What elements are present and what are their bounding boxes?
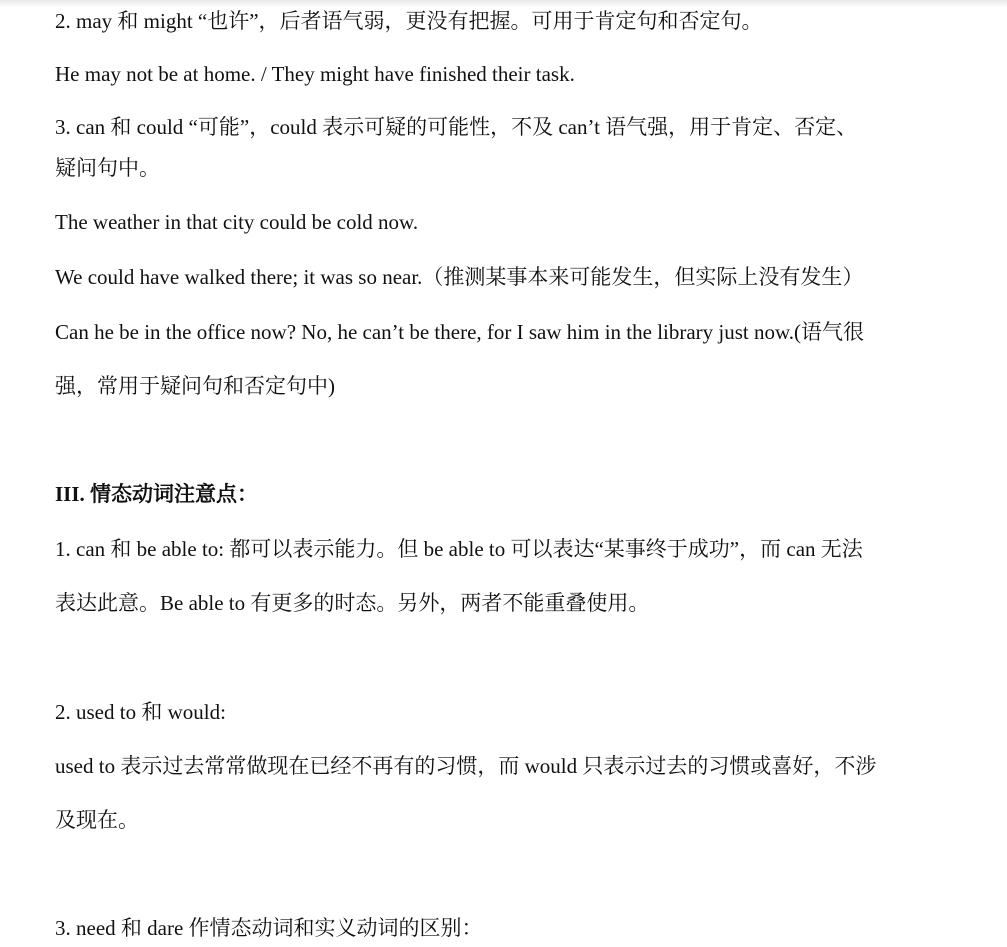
point-need-dare: 3. need 和 dare 作情态动词和实义动词的区别： (55, 916, 483, 940)
point-used-to-would: 2. used to 和 would: (55, 700, 226, 724)
example-office: Can he be in the office now? No, he can’t be there, for I saw him in the library just now.(语气很 (55, 320, 865, 344)
example-walked: We could have walked there; it was so near.（推测某事本来可能发生，但实际上没有发生） (55, 265, 864, 289)
section-heading-notes: III. 情态动词注意点： (55, 482, 259, 506)
paragraph-may-might: 2. may 和 might “也许”，后者语气弱，更没有把握。可用于肯定句和否定句。 (55, 9, 763, 33)
paragraph-can-could: 3. can 和 could “可能”，could 表示可疑的可能性，不及 can’t 语气强，用于肯定、否定、 (55, 115, 858, 139)
example-may-might: He may not be at home. / They might have finished their task. (55, 62, 575, 86)
point-can-be-able-to-cont: 表达此意。Be able to 有更多的时态。另外，两者不能重叠使用。 (55, 591, 650, 615)
point-can-be-able-to: 1. can 和 be able to: 都可以表示能力。但 be able to 可以表达“某事终于成功”，而 can 无法 (55, 537, 863, 561)
example-weather: The weather in that city could be cold now. (55, 210, 419, 234)
paragraph-can-could-cont: 疑问句中。 (55, 156, 160, 180)
example-office-cont: 强，常用于疑问句和否定句中) (55, 374, 335, 398)
explanation-used-to: used to 表示过去常常做现在已经不再有的习惯，而 would 只表示过去的习惯或喜好，不涉 (55, 754, 877, 778)
explanation-used-to-cont: 及现在。 (55, 808, 139, 832)
